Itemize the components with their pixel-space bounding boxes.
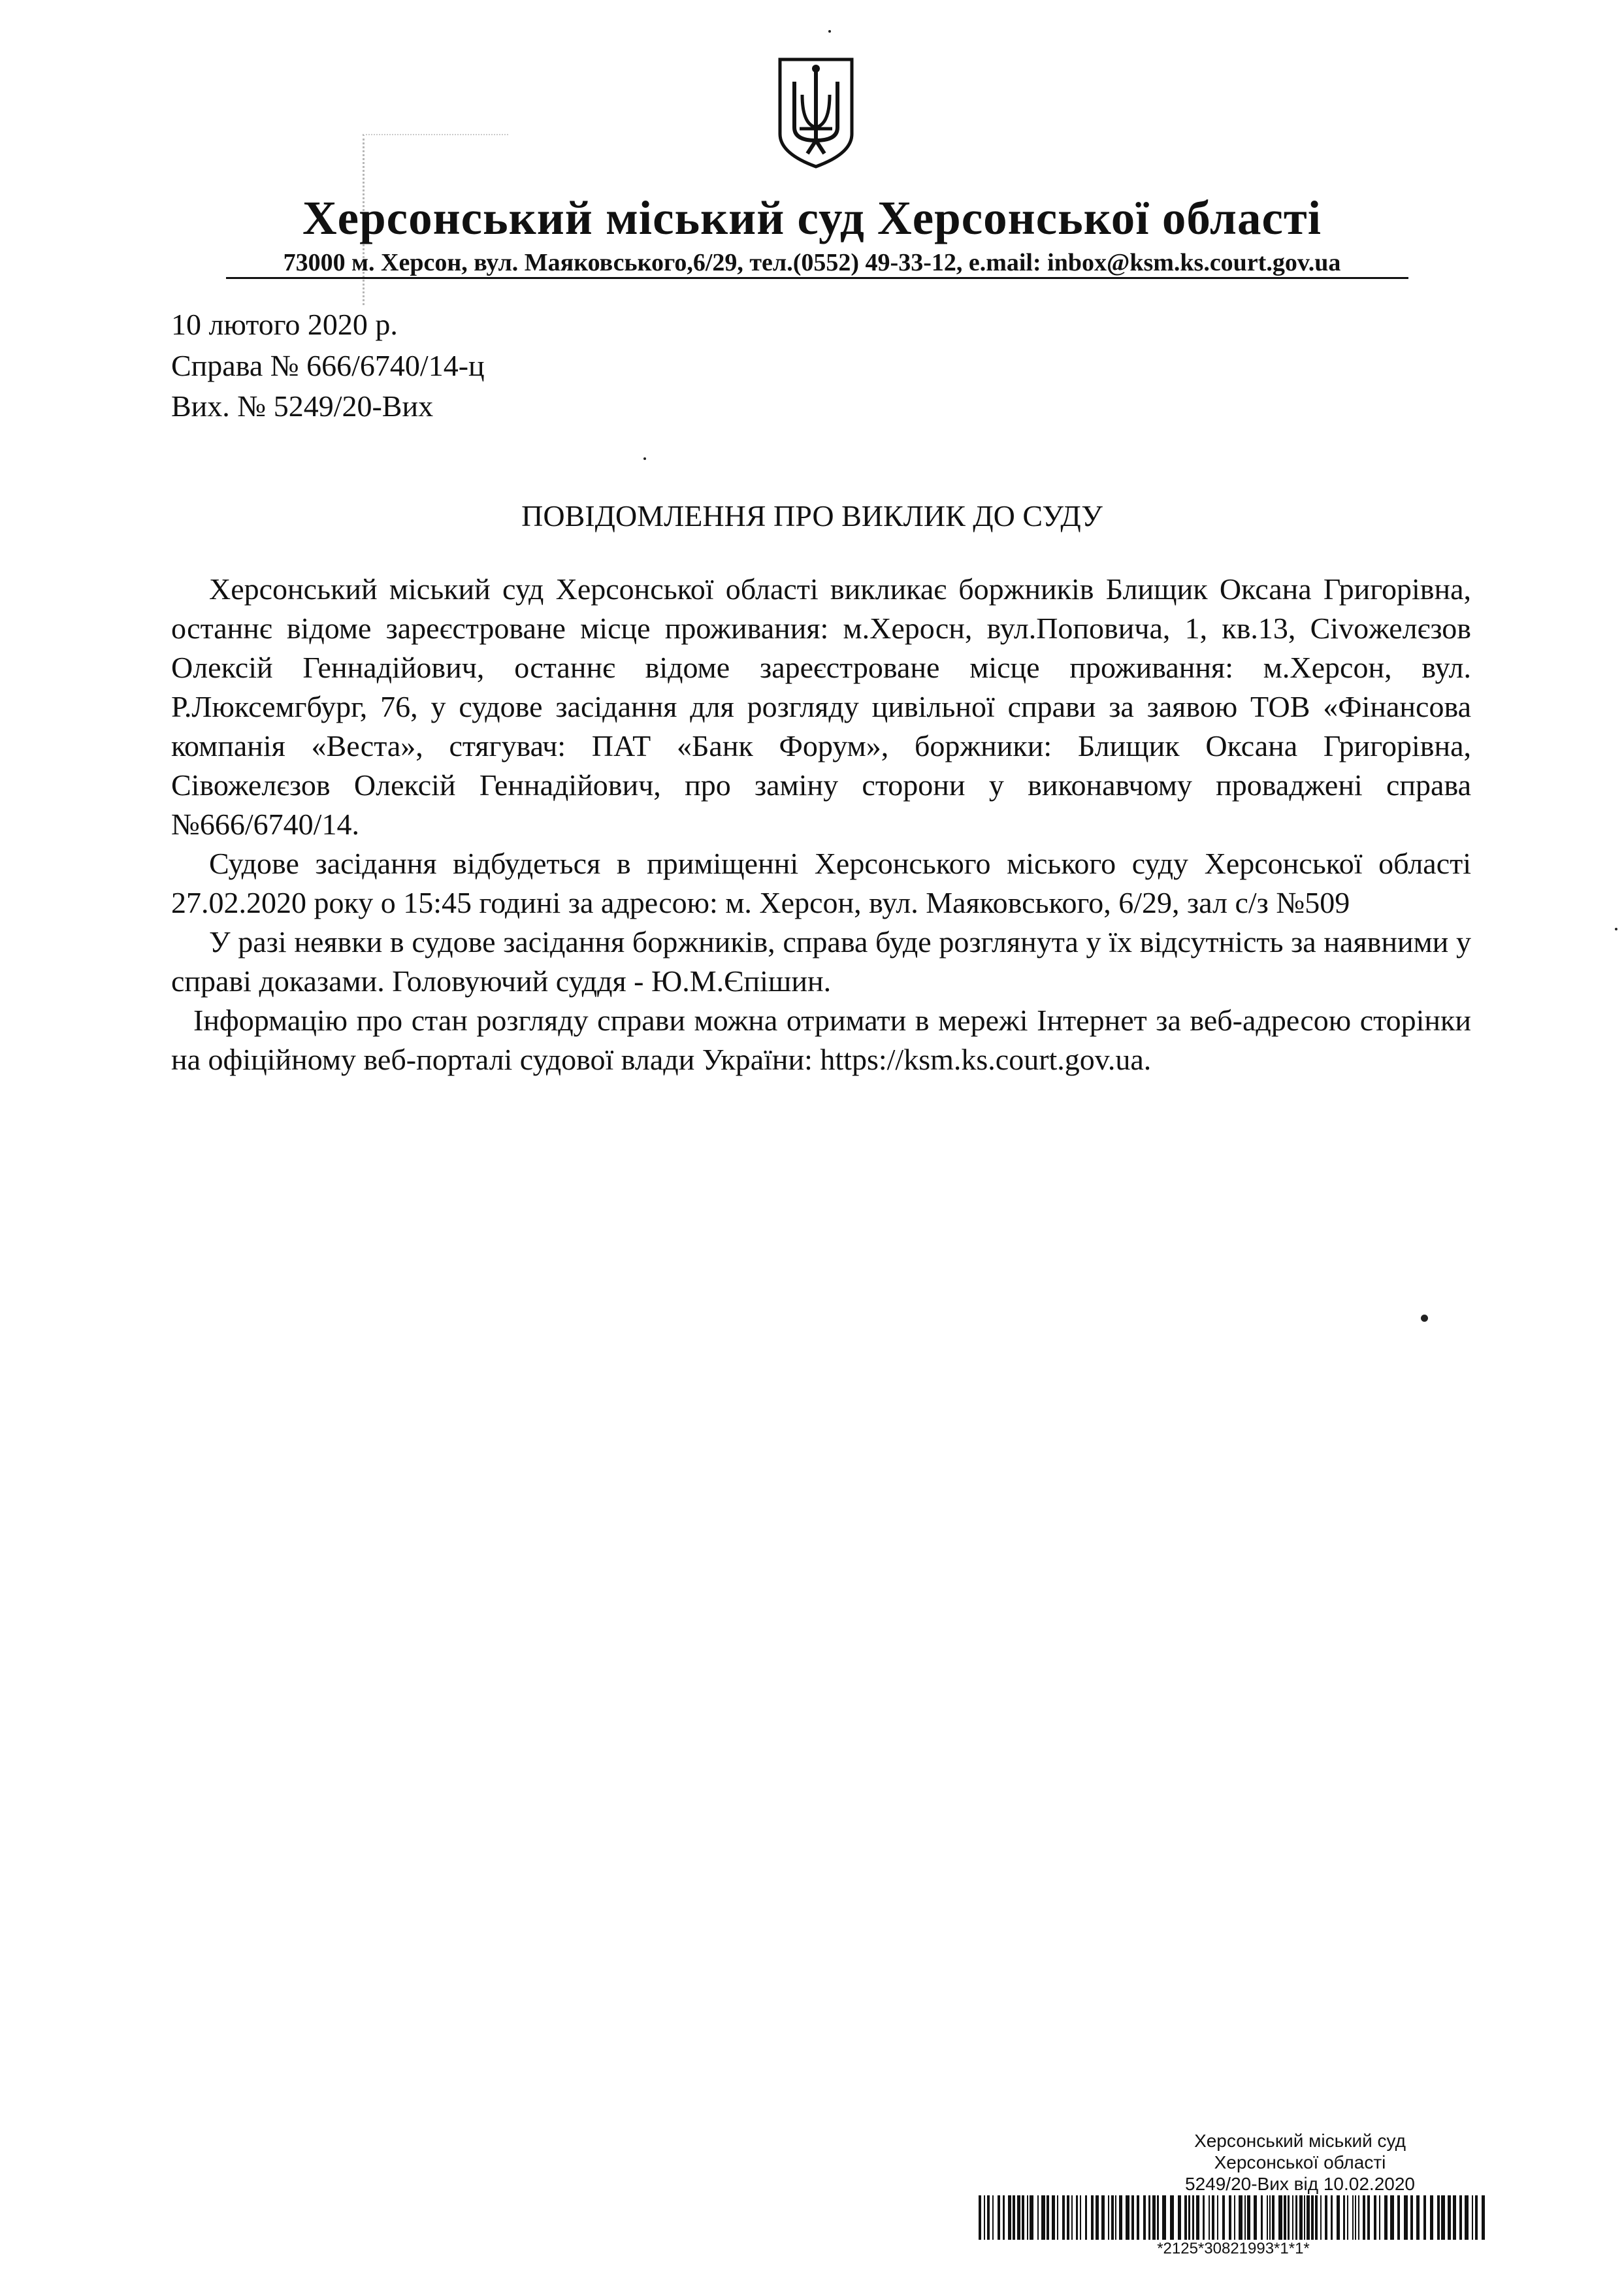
barcode-bar — [1052, 2195, 1055, 2240]
barcode-bar — [1062, 2195, 1065, 2240]
barcode-bar — [1076, 2195, 1078, 2240]
barcode-bar — [1229, 2195, 1231, 2240]
court-name-heading: Херсонський міський суд Херсонської області — [302, 191, 1322, 244]
barcode-bar — [1047, 2195, 1049, 2240]
notice-paragraph: У разі неявки в судове засідання боржників, справа буде розглянута у їх відсутність за наявними у справі доказами. Головуючий суддя - Ю.М.Єпішин. — [171, 925, 1471, 998]
barcode-bar — [1358, 2195, 1359, 2240]
scan-speck — [1615, 928, 1617, 930]
barcode-bar — [1320, 2195, 1322, 2240]
barcode-bar — [1304, 2195, 1305, 2240]
barcode-bar — [984, 2195, 985, 2240]
barcode-bar — [998, 2195, 1000, 2240]
barcode-bar — [1091, 2195, 1094, 2240]
barcode-bar — [1397, 2195, 1400, 2240]
barcode-bar — [1325, 2195, 1327, 2240]
barcode-bar — [1288, 2195, 1290, 2240]
scan-speck — [1421, 1315, 1428, 1322]
barcode-bar — [1437, 2195, 1440, 2240]
barcode-bar — [1404, 2195, 1408, 2240]
barcode-bar — [1390, 2195, 1394, 2240]
barcode-bar — [1017, 2195, 1020, 2240]
barcode-bar — [1269, 2195, 1271, 2240]
barcode-bar — [1137, 2195, 1139, 2240]
barcode-bar — [1331, 2195, 1333, 2240]
barcode-bar — [1119, 2195, 1122, 2240]
document-date: 10 лютого 2020 р. — [171, 308, 398, 341]
barcode-bar — [1374, 2195, 1376, 2240]
barcode-bar — [1441, 2195, 1445, 2240]
barcode-bar — [1027, 2195, 1028, 2240]
barcode-bar — [1178, 2195, 1181, 2240]
barcode-bar — [979, 2195, 981, 2240]
notice-paragraph: Інформацію про стан розгляду справи можна отримати в мережі Інтернет за веб-адресою сторінки на офіційному веб-порталі судової влади України: https://ksm.ks.court.gov.ua. — [171, 1004, 1471, 1076]
barcode-bar — [1222, 2195, 1225, 2240]
barcode-bar — [1003, 2195, 1005, 2240]
barcode-bar — [1355, 2195, 1356, 2240]
barcode-bar — [1131, 2195, 1134, 2240]
barcode-bar — [1013, 2195, 1015, 2240]
barcode-bar — [1315, 2195, 1318, 2240]
barcode-bar — [1030, 2195, 1033, 2240]
barcode-bar — [1448, 2195, 1451, 2240]
barcode-bar — [1311, 2195, 1314, 2240]
barcode-bar — [1080, 2195, 1081, 2240]
scan-speck — [643, 457, 646, 460]
barcode-bar — [1367, 2195, 1370, 2240]
barcode-bar — [1430, 2195, 1433, 2240]
barcode-bar — [1267, 2195, 1268, 2240]
barcode-bar — [1416, 2195, 1420, 2240]
notice-paragraph: Судове засідання відбудеться в приміщенні Херсонського міського суду Херсонської області 27.02.2020 року о 15:45 годині за адресою: м. Херсон, вул. Маяковського, 6/29, зал с/з №509 — [171, 847, 1471, 919]
registration-stamp — [973, 2130, 1624, 2195]
barcode-bar — [1352, 2195, 1354, 2240]
stamp-reference: 5249/20-Вих від 10.02.2020 — [1185, 2174, 1415, 2194]
barcode-bar — [1254, 2195, 1257, 2240]
barcode-bar — [1188, 2195, 1190, 2240]
barcode-bar — [1157, 2195, 1159, 2240]
barcode-bar — [1041, 2195, 1045, 2240]
barcode-bar — [1244, 2195, 1246, 2240]
barcode-bar — [1292, 2195, 1293, 2240]
barcode-bar — [1472, 2195, 1473, 2240]
stamp-region: Херсонської області — [1214, 2152, 1386, 2172]
barcode-bar — [1108, 2195, 1109, 2240]
barcode-bar — [1423, 2195, 1426, 2240]
barcode-bar — [1184, 2195, 1187, 2240]
barcode-bar — [1278, 2195, 1282, 2240]
barcode-bar — [1115, 2195, 1116, 2240]
barcode-bar — [1022, 2195, 1024, 2240]
notice-paragraph: Херсонський міський суд Херсонської області викликає боржників Блищик Оксана Григорівна, останнє відоме зареєстроване місце проживания: м.Херосн, вул.Поповича, 1, кв.13, Сіvoжелєзов Олексій Геннадійович, останнє відоме зареєстроване місце проживання: м.Херсон, вул. Р.Люксемгбург, 76, у судове засідання для розгляду цивільної справи за заявою ТОВ «Фінансова компанія «Веста», стягувач: ПАТ «Банк Форум», боржники: Блищик Оксана Григорівна, Сівожелєзов Олексій Геннадійович, про заміну сторони у виконавчому провадженi справа №666/6740/14. — [171, 572, 1471, 841]
notice-body — [171, 570, 1471, 1079]
barcode-bar — [1343, 2195, 1345, 2240]
trident-emblem-icon — [775, 56, 857, 170]
case-number: Справа № 666/6740/14-ц — [171, 349, 485, 382]
barcode-bar — [1203, 2195, 1205, 2240]
barcode-bar — [1152, 2195, 1156, 2240]
barcode-bar — [1307, 2195, 1310, 2240]
barcode-bar — [1475, 2195, 1478, 2240]
stamp-court-name: Херсонський міський суд — [1194, 2131, 1406, 2151]
barcode-bar — [1209, 2195, 1210, 2240]
barcode-bar — [1299, 2195, 1303, 2240]
outgoing-number: Вих. № 5249/20-Вих — [171, 389, 434, 423]
barcode-bar — [1057, 2195, 1058, 2240]
barcode-bar — [1148, 2195, 1150, 2240]
barcode-bar — [1247, 2195, 1250, 2240]
barcode-bar — [1234, 2195, 1235, 2240]
address-underline — [226, 277, 1408, 279]
barcode-bar — [1347, 2195, 1348, 2240]
barcode-bar — [1170, 2195, 1174, 2240]
barcode-bar — [1212, 2195, 1214, 2240]
barcode-bar — [1482, 2195, 1485, 2240]
barcode-bar — [1162, 2195, 1166, 2240]
barcode-bar — [1453, 2195, 1456, 2240]
barcode-bar — [1196, 2195, 1199, 2240]
barcode-bar — [1008, 2195, 1011, 2240]
court-address-line: 73000 м. Херсон, вул. Маяковського,6/29, тел.(0552) 49-33-12, e.mail: inbox@ksm.ks.court.gov.ua — [283, 249, 1341, 276]
barcode-bar — [1101, 2195, 1105, 2240]
barcode-bar — [1217, 2195, 1218, 2240]
barcode-bar — [1272, 2195, 1275, 2240]
barcode-bar — [1284, 2195, 1286, 2240]
barcode-bar — [1071, 2195, 1073, 2240]
barcode-icon — [979, 2195, 1488, 2240]
barcode-number: *2125*30821993*1*1* — [1157, 2240, 1310, 2257]
barcode-bar — [1363, 2195, 1365, 2240]
barcode-bar — [1239, 2195, 1242, 2240]
notice-title: ПОВІДОМЛЕННЯ ПРО ВИКЛИК ДО СУДУ — [521, 499, 1103, 533]
barcode-bar — [987, 2195, 990, 2240]
barcode-bar — [1261, 2195, 1263, 2240]
barcode-bar — [1410, 2195, 1413, 2240]
barcode-bar — [1295, 2195, 1297, 2240]
barcode-bar — [1037, 2195, 1039, 2240]
barcode-bar — [1337, 2195, 1340, 2240]
scan-speck — [828, 30, 831, 33]
barcode-bar — [1465, 2195, 1469, 2240]
barcode-bar — [1067, 2195, 1069, 2240]
barcode-bar — [1192, 2195, 1194, 2240]
barcode-bar — [1126, 2195, 1129, 2240]
barcode-bar — [1096, 2195, 1099, 2240]
barcode-bar — [1143, 2195, 1146, 2240]
barcode-bar — [1379, 2195, 1380, 2240]
barcode-bar — [992, 2195, 994, 2240]
barcode-bar — [1459, 2195, 1462, 2240]
barcode-bar — [1085, 2195, 1087, 2240]
barcode-bar — [1384, 2195, 1388, 2240]
barcode-bar — [1111, 2195, 1114, 2240]
